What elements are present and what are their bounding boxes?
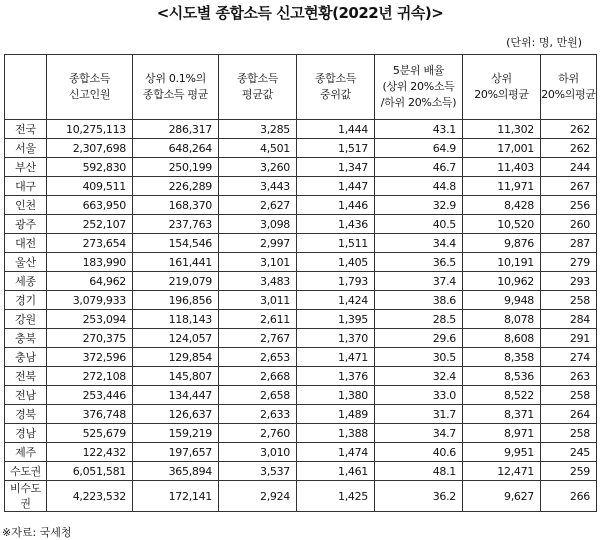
value-cell: 365,894 (133, 462, 219, 481)
value-cell: 8,971 (463, 424, 541, 443)
column-header: 하위 20%의평균 (541, 55, 597, 120)
table-row (5, 196, 597, 215)
table-row (5, 253, 597, 272)
unit-label: (단위: 명, 만원) (506, 36, 582, 49)
table-row (5, 481, 597, 512)
region-cell: 수도권 (5, 462, 47, 481)
value-cell: 256 (541, 196, 597, 215)
value-cell: 372,596 (47, 348, 133, 367)
value-cell: 270,375 (47, 329, 133, 348)
value-cell: 29.6 (375, 329, 463, 348)
value-cell: 663,950 (47, 196, 133, 215)
value-cell: 38.6 (375, 291, 463, 310)
value-cell: 6,051,581 (47, 462, 133, 481)
table-row (5, 158, 597, 177)
value-cell: 376,748 (47, 405, 133, 424)
value-cell: 159,219 (133, 424, 219, 443)
income-table-container (4, 54, 596, 517)
value-cell: 134,447 (133, 386, 219, 405)
value-cell: 2,767 (219, 329, 297, 348)
value-cell: 40.5 (375, 215, 463, 234)
value-cell: 1,447 (297, 177, 375, 196)
table-row (5, 234, 597, 253)
value-cell: 126,637 (133, 405, 219, 424)
table-row (5, 405, 597, 424)
value-cell: 1,388 (297, 424, 375, 443)
value-cell: 272,108 (47, 367, 133, 386)
value-cell: 264 (541, 405, 597, 424)
table-row (5, 348, 597, 367)
region-cell: 세종 (5, 272, 47, 291)
value-cell: 1,370 (297, 329, 375, 348)
value-cell: 1,446 (297, 196, 375, 215)
value-cell: 293 (541, 272, 597, 291)
column-header: 종합소득 신고인원 (47, 55, 133, 120)
value-cell: 33.0 (375, 386, 463, 405)
value-cell: 3,285 (219, 120, 297, 139)
value-cell: 2,307,698 (47, 139, 133, 158)
value-cell: 4,501 (219, 139, 297, 158)
value-cell: 3,011 (219, 291, 297, 310)
value-cell: 2,668 (219, 367, 297, 386)
value-cell: 226,289 (133, 177, 219, 196)
value-cell: 1,793 (297, 272, 375, 291)
value-cell: 409,511 (47, 177, 133, 196)
value-cell: 1,436 (297, 215, 375, 234)
value-cell: 263 (541, 367, 597, 386)
value-cell: 286,317 (133, 120, 219, 139)
value-cell: 284 (541, 310, 597, 329)
value-cell: 279 (541, 253, 597, 272)
value-cell: 1,380 (297, 386, 375, 405)
value-cell: 2,653 (219, 348, 297, 367)
value-cell: 8,358 (463, 348, 541, 367)
value-cell: 17,001 (463, 139, 541, 158)
value-cell: 37.4 (375, 272, 463, 291)
value-cell: 196,856 (133, 291, 219, 310)
value-cell: 11,403 (463, 158, 541, 177)
value-cell: 253,094 (47, 310, 133, 329)
income-table (4, 54, 597, 512)
region-cell: 대구 (5, 177, 47, 196)
value-cell: 124,057 (133, 329, 219, 348)
value-cell: 1,425 (297, 481, 375, 512)
value-cell: 145,807 (133, 367, 219, 386)
value-cell: 1,395 (297, 310, 375, 329)
value-cell: 30.5 (375, 348, 463, 367)
value-cell: 28.5 (375, 310, 463, 329)
value-cell: 219,079 (133, 272, 219, 291)
value-cell: 46.7 (375, 158, 463, 177)
value-cell: 287 (541, 234, 597, 253)
value-cell: 154,546 (133, 234, 219, 253)
value-cell: 161,441 (133, 253, 219, 272)
region-cell: 전국 (5, 120, 47, 139)
value-cell: 2,627 (219, 196, 297, 215)
value-cell: 1,444 (297, 120, 375, 139)
region-cell: 광주 (5, 215, 47, 234)
value-cell: 40.6 (375, 443, 463, 462)
value-cell: 258 (541, 291, 597, 310)
value-cell: 183,990 (47, 253, 133, 272)
value-cell: 1,474 (297, 443, 375, 462)
value-cell: 8,536 (463, 367, 541, 386)
value-cell: 1,511 (297, 234, 375, 253)
table-row (5, 462, 597, 481)
value-cell: 34.7 (375, 424, 463, 443)
region-cell: 전남 (5, 386, 47, 405)
value-cell: 64.9 (375, 139, 463, 158)
table-row (5, 443, 597, 462)
value-cell: 12,471 (463, 462, 541, 481)
value-cell: 32.4 (375, 367, 463, 386)
table-row (5, 177, 597, 196)
table-title: <시도별 종합소득 신고현황(2022년 귀속)> (156, 4, 444, 22)
value-cell: 592,830 (47, 158, 133, 177)
value-cell: 2,760 (219, 424, 297, 443)
region-cell: 울산 (5, 253, 47, 272)
table-header (5, 55, 597, 120)
value-cell: 2,658 (219, 386, 297, 405)
column-header: 종합소득 중위값 (297, 55, 375, 120)
value-cell: 122,432 (47, 443, 133, 462)
region-cell: 전북 (5, 367, 47, 386)
value-cell: 11,302 (463, 120, 541, 139)
value-cell: 9,876 (463, 234, 541, 253)
column-header (5, 55, 47, 120)
value-cell: 36.5 (375, 253, 463, 272)
value-cell: 273,654 (47, 234, 133, 253)
value-cell: 10,191 (463, 253, 541, 272)
value-cell: 10,275,113 (47, 120, 133, 139)
column-header: 상위 0.1%의 종합소득 평균 (133, 55, 219, 120)
value-cell: 197,657 (133, 443, 219, 462)
value-cell: 260 (541, 215, 597, 234)
value-cell: 3,443 (219, 177, 297, 196)
value-cell: 8,371 (463, 405, 541, 424)
value-cell: 253,446 (47, 386, 133, 405)
table-row (5, 386, 597, 405)
value-cell: 48.1 (375, 462, 463, 481)
region-cell: 경기 (5, 291, 47, 310)
value-cell: 3,098 (219, 215, 297, 234)
value-cell: 9,951 (463, 443, 541, 462)
value-cell: 10,520 (463, 215, 541, 234)
value-cell: 262 (541, 139, 597, 158)
value-cell: 118,143 (133, 310, 219, 329)
value-cell: 1,347 (297, 158, 375, 177)
value-cell: 245 (541, 443, 597, 462)
region-cell: 부산 (5, 158, 47, 177)
value-cell: 9,948 (463, 291, 541, 310)
value-cell: 43.1 (375, 120, 463, 139)
value-cell: 3,101 (219, 253, 297, 272)
value-cell: 259 (541, 462, 597, 481)
value-cell: 3,483 (219, 272, 297, 291)
value-cell: 237,763 (133, 215, 219, 234)
value-cell: 291 (541, 329, 597, 348)
value-cell: 250,199 (133, 158, 219, 177)
value-cell: 2,611 (219, 310, 297, 329)
value-cell: 266 (541, 481, 597, 512)
table-row (5, 120, 597, 139)
region-cell: 서울 (5, 139, 47, 158)
table-row (5, 310, 597, 329)
region-cell: 강원 (5, 310, 47, 329)
table-row (5, 424, 597, 443)
table-row (5, 329, 597, 348)
header-row (5, 55, 597, 120)
column-header: 5분위 배율 (상위 20%소득 /하위 20%소득) (375, 55, 463, 120)
value-cell: 1,376 (297, 367, 375, 386)
value-cell: 8,078 (463, 310, 541, 329)
value-cell: 1,405 (297, 253, 375, 272)
region-cell: 대전 (5, 234, 47, 253)
table-row (5, 291, 597, 310)
value-cell: 258 (541, 386, 597, 405)
table-row (5, 367, 597, 386)
table-body (5, 120, 597, 512)
value-cell: 129,854 (133, 348, 219, 367)
value-cell: 64,962 (47, 272, 133, 291)
value-cell: 1,461 (297, 462, 375, 481)
value-cell: 32.9 (375, 196, 463, 215)
value-cell: 267 (541, 177, 597, 196)
value-cell: 2,997 (219, 234, 297, 253)
value-cell: 31.7 (375, 405, 463, 424)
value-cell: 8,428 (463, 196, 541, 215)
table-row (5, 272, 597, 291)
region-cell: 충남 (5, 348, 47, 367)
value-cell: 9,627 (463, 481, 541, 512)
region-cell: 충북 (5, 329, 47, 348)
region-cell: 경남 (5, 424, 47, 443)
value-cell: 1,517 (297, 139, 375, 158)
value-cell: 36.2 (375, 481, 463, 512)
value-cell: 1,489 (297, 405, 375, 424)
value-cell: 3,537 (219, 462, 297, 481)
region-cell: 비수도권 (5, 481, 47, 512)
value-cell: 648,264 (133, 139, 219, 158)
value-cell: 258 (541, 424, 597, 443)
table-row (5, 139, 597, 158)
value-cell: 1,424 (297, 291, 375, 310)
value-cell: 172,141 (133, 481, 219, 512)
value-cell: 2,633 (219, 405, 297, 424)
value-cell: 3,079,933 (47, 291, 133, 310)
column-header: 상위 20%의평균 (463, 55, 541, 120)
value-cell: 10,962 (463, 272, 541, 291)
value-cell: 1,471 (297, 348, 375, 367)
column-header: 종합소득 평균값 (219, 55, 297, 120)
table-row (5, 215, 597, 234)
value-cell: 244 (541, 158, 597, 177)
value-cell: 168,370 (133, 196, 219, 215)
value-cell: 11,971 (463, 177, 541, 196)
source-note: ※자료: 국세청 (2, 526, 72, 539)
value-cell: 525,679 (47, 424, 133, 443)
region-cell: 인천 (5, 196, 47, 215)
value-cell: 3,260 (219, 158, 297, 177)
value-cell: 2,924 (219, 481, 297, 512)
value-cell: 8,522 (463, 386, 541, 405)
value-cell: 44.8 (375, 177, 463, 196)
value-cell: 252,107 (47, 215, 133, 234)
region-cell: 제주 (5, 443, 47, 462)
region-cell: 경북 (5, 405, 47, 424)
value-cell: 262 (541, 120, 597, 139)
value-cell: 3,010 (219, 443, 297, 462)
value-cell: 274 (541, 348, 597, 367)
value-cell: 34.4 (375, 234, 463, 253)
value-cell: 4,223,532 (47, 481, 133, 512)
value-cell: 8,608 (463, 329, 541, 348)
